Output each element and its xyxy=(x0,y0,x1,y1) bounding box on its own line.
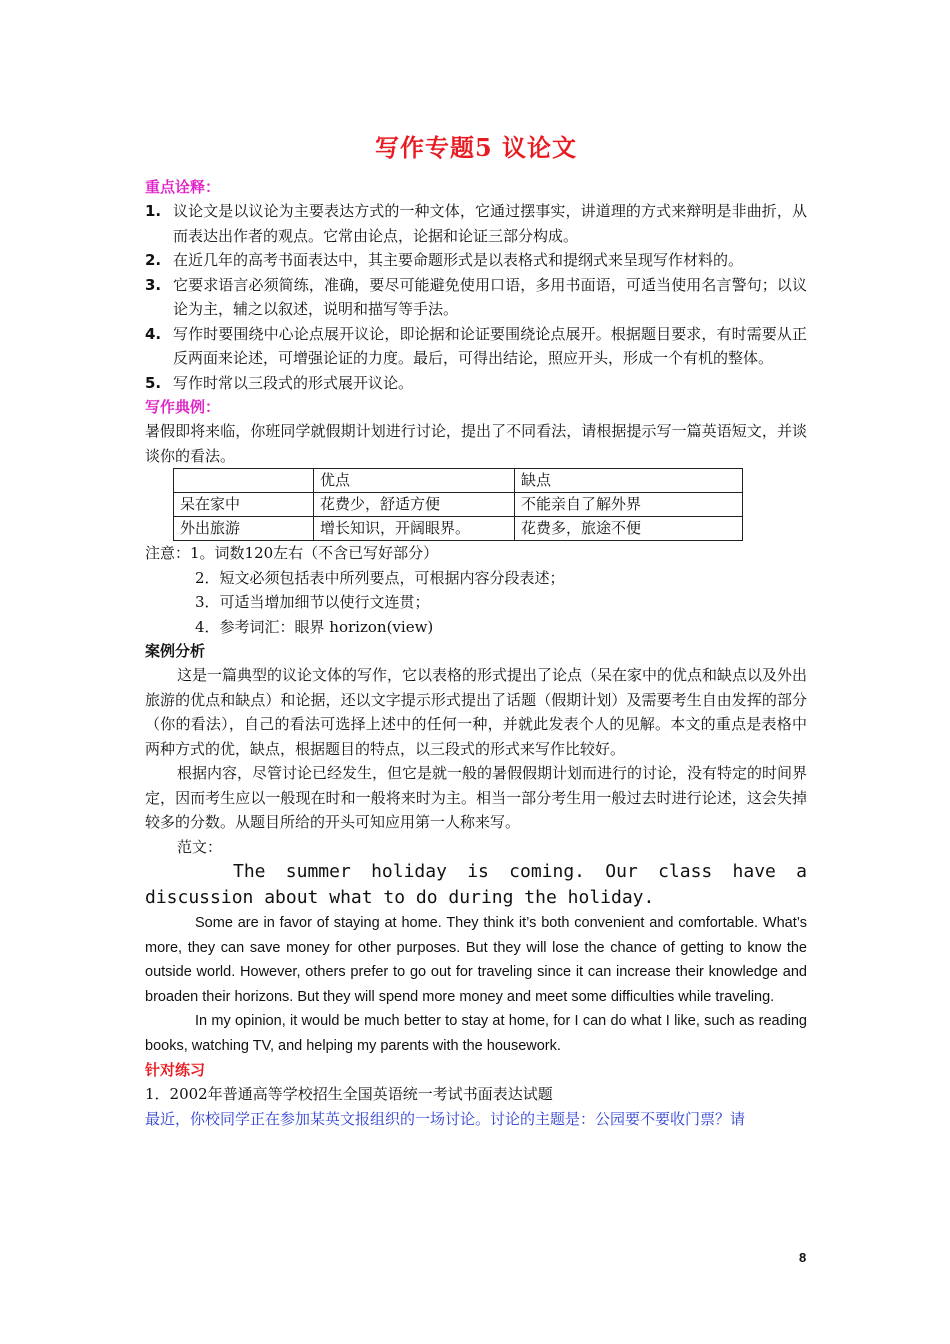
document-page xyxy=(145,128,807,1131)
list-text: 议论文是以议论为主要表达方式的一种文体，它通过摆事实，讲道理的方式来辩明是非曲折，从而表达出作者的观点。它常由论点，论据和论证三部分构成。 xyxy=(173,202,807,245)
analysis-heading: 案例分析 xyxy=(145,642,206,660)
practice-prompt: 最近，你校同学正在参加某英文报组织的一场讨论。讨论的主题是：公园要不要收门票？请 xyxy=(145,1109,746,1128)
note-line: 3．可适当增加细节以使行文连贯； xyxy=(195,593,430,611)
list-text: 它要求语言必须简练，准确，要尽可能避免使用口语，多用书面语，可适当使用名言警句；以议论为主，辅之以叙述，说明和描写等手法。 xyxy=(173,275,807,318)
analysis-paragraph: 根据内容，尽管讨论已经发生，但它是就一般的暑假假期计划而进行的讨论，没有特定的时间界定，因而考生应以一般现在时和一般将来时为主。相当一部分考生用一般过去时进行论述，这会失掉较多的分数。从题目所给的开头可知应用第一人称来写。 xyxy=(145,764,808,831)
table-cell: 增长知识，开阔眼界。 xyxy=(314,517,515,541)
table-cell: 花费多，旅途不便 xyxy=(515,517,743,541)
note-line: 注意：1。词数120左右（不含已写好部分） xyxy=(145,544,439,562)
sample-label: 范文： xyxy=(177,837,223,856)
sample-essay xyxy=(145,911,807,1058)
practice-item: 1．2002年普通高等学校招生全国英语统一考试书面表达试题 xyxy=(145,1085,553,1103)
table-cell: 不能亲自了解外界 xyxy=(515,493,743,517)
key-points-list xyxy=(145,199,807,395)
table-cell: 外出旅游 xyxy=(174,517,314,541)
table-cell: 花费少，舒适方便 xyxy=(314,493,515,517)
table-cell: 优点 xyxy=(314,469,515,493)
list-number: 3. xyxy=(145,275,162,294)
list-item xyxy=(145,199,807,248)
list-number: 1. xyxy=(145,202,162,220)
table-cell xyxy=(174,469,314,493)
list-item xyxy=(145,248,807,273)
list-number: 2. xyxy=(145,251,162,269)
list-item xyxy=(145,371,807,396)
table-cell: 缺点 xyxy=(515,469,743,493)
table-row xyxy=(174,517,743,541)
page-title: 写作专题5 议论文 xyxy=(374,133,578,162)
example-prompt: 暑假即将来临，你班同学就假期计划进行讨论，提出了不同看法，请根据提示写一篇英语短文，并谈谈你的看法。 xyxy=(145,422,807,465)
sample-opening xyxy=(145,859,807,911)
example-heading: 写作典例： xyxy=(145,398,221,416)
note-line: 4．参考词汇：眼界 horizon(view) xyxy=(195,617,434,636)
list-item xyxy=(145,273,807,322)
key-points-heading: 重点诠释： xyxy=(145,178,221,196)
comparison-table xyxy=(173,468,743,541)
list-number: 5. xyxy=(145,373,162,392)
list-text: 写作时要围绕中心论点展开议论，即论据和论证要围绕论点展开。根据题目要求，有时需要从正反两面来论述，可增强论证的力度。最后，可得出结论，照应开头，形成一个有机的整体。 xyxy=(173,324,807,367)
analysis-paragraph: 这是一篇典型的议论文体的写作，它以表格的形式提出了论点（呆在家中的优点和缺点以及外出旅游的优点和缺点）和论据，还以文字提示形式提出了话题（假期计划）及需要考生自由发挥的部分（你的看法），自己的看法可选择上述中的任何一种，并就此发表个人的见解。本文的重点是表格中两种方式的优，缺点，根据题目的特点，以三段式的形式来写作比较好。 xyxy=(145,666,808,758)
list-item xyxy=(145,322,807,371)
table-row xyxy=(174,493,743,517)
practice-heading: 针对练习 xyxy=(145,1061,206,1079)
list-number: 4. xyxy=(145,324,162,343)
notes-block xyxy=(145,541,807,639)
page-number: 8 xyxy=(799,1250,807,1265)
list-text: 在近几年的高考书面表达中，其主要命题形式是以表格式和提纲式来呈现写作材料的。 xyxy=(173,251,744,269)
sample-first-line: The summer holiday is coming. Our class have a xyxy=(233,861,807,882)
list-text: 写作时常以三段式的形式展开议论。 xyxy=(173,373,414,392)
sample-second-line: discussion about what to do during the holiday. xyxy=(145,887,655,908)
sample-paragraph: In my opinion, it would be much better to stay at home, for I can do what I like, such as reading books, watching TV, and helping my parents with the housework. xyxy=(145,1013,807,1054)
sample-paragraph: Some are in favor of staying at home. They think it’s both convenient and comfortable. What’s more, they can save money for other purposes. But they will lose the chance of getting to know the outside world. However, others prefer to go out for traveling since it can increase their knowledge and broaden their horizons. But they will spend more money and meet some difficulties while traveling. xyxy=(145,915,807,1005)
table-header-row xyxy=(174,469,743,493)
table-cell: 呆在家中 xyxy=(174,493,314,517)
note-line: 2．短文必须包括表中所列要点，可根据内容分段表述； xyxy=(195,568,565,587)
